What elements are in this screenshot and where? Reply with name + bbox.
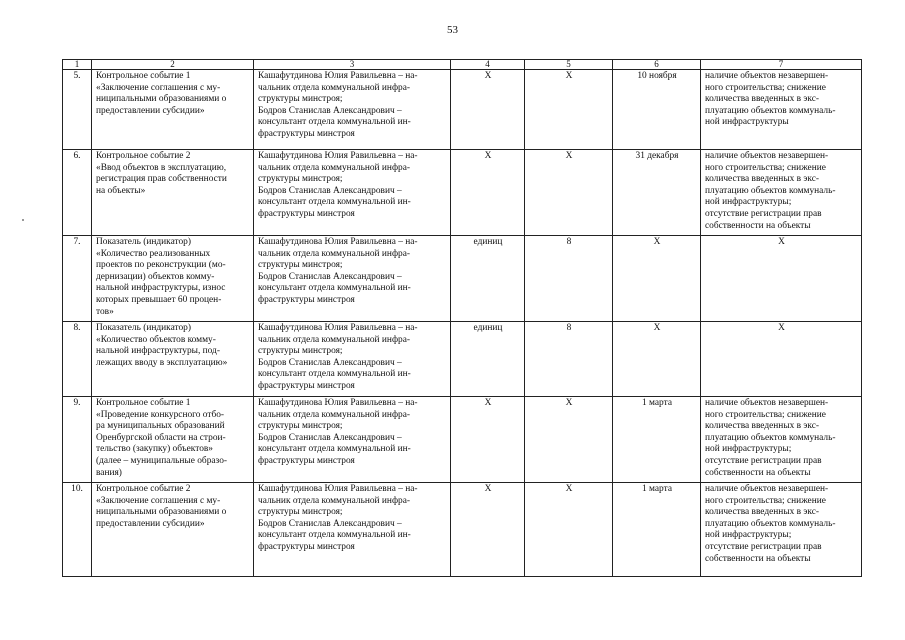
cell-line: «Количество реализованных — [96, 248, 211, 259]
cell-line: консультант отдела коммунальной ин- — [258, 369, 411, 380]
cell-line: Оренбургской области на строи- — [96, 432, 226, 443]
cell-line: чальник отдела коммунальной инфра- — [258, 82, 410, 93]
cell-line: ной инфраструктуры; — [705, 444, 792, 455]
cell-line: чальник отдела коммунальной инфра- — [258, 248, 410, 259]
cell-line: Бодров Станислав Александрович – — [258, 518, 402, 529]
cell-line: чальник отдела коммунальной инфра- — [258, 409, 410, 420]
cell-line: количества введенных в экс- — [705, 507, 820, 518]
value-cell: Х — [525, 397, 613, 483]
cell-line: фраструктуры минстроя — [258, 455, 355, 466]
cell-line: «Количество объектов комму- — [96, 334, 216, 345]
cell-line: консультант отдела коммунальной ин- — [258, 530, 411, 541]
value-cell: 8 — [525, 236, 613, 322]
cell-line: наличие объектов незавершен- — [705, 71, 829, 81]
cell-line: структуры минстроя; — [258, 174, 343, 185]
table-row — [63, 397, 862, 483]
cell-line: Кашафутдинова Юлия Равильевна – на- — [258, 71, 418, 81]
cell-line: плуатацию объектов коммуналь- — [705, 518, 836, 529]
cell-line: вания) — [96, 467, 122, 478]
cell-line: наличие объектов незавершен- — [705, 484, 829, 494]
event-name-cell — [92, 70, 254, 150]
cell-line: тельство (закупку) объектов» — [96, 444, 213, 455]
responsible-cell — [254, 483, 451, 577]
column-header: 1 — [63, 60, 92, 70]
cell-line: ниципальными образованиями о — [96, 507, 227, 518]
cell-line: Бодров Станислав Александрович – — [258, 357, 402, 368]
cell-line: собственности на объекты — [705, 553, 811, 564]
table-row — [63, 70, 862, 150]
table-row — [63, 150, 862, 236]
cell-line: «Проведение конкурсного отбо- — [96, 409, 225, 420]
cell-line: регистрация прав собственности — [96, 174, 227, 185]
date-cell: 1 марта — [613, 397, 701, 483]
page-number: 53 — [447, 24, 458, 36]
column-header: 6 — [613, 60, 701, 70]
responsible-cell — [254, 150, 451, 236]
cell-line: ного строительства; снижение — [705, 82, 826, 93]
cell-line: фраструктуры минстроя — [258, 380, 355, 391]
cell-line: Контрольное событие 1 — [96, 71, 191, 81]
date-cell: Х — [613, 322, 701, 397]
cell-line: количества введенных в экс- — [705, 421, 820, 432]
cell-line: (далее – муниципальные образо- — [96, 455, 227, 466]
cell-line: ной инфраструктуры; — [705, 197, 792, 208]
cell-line: чальник отдела коммунальной инфра- — [258, 334, 410, 345]
cell-line: на объекты» — [96, 185, 146, 196]
table-row — [63, 322, 862, 397]
cell-line: фраструктуры минстроя — [258, 541, 355, 552]
cell-line: лежащих вводу в эксплуатацию» — [96, 357, 228, 368]
cell-line: ной инфраструктуры — [705, 117, 789, 128]
cell-line: Бодров Станислав Александрович – — [258, 271, 402, 282]
cell-line: Кашафутдинова Юлия Равильевна – на- — [258, 237, 418, 247]
date-cell: 1 марта — [613, 483, 701, 577]
risks-cell — [701, 70, 862, 150]
cell-line: отсутствие регистрации прав — [705, 455, 822, 466]
cell-line: плуатацию объектов коммуналь- — [705, 432, 836, 443]
column-header: 4 — [451, 60, 525, 70]
cell-line: предоставлении субсидии» — [96, 518, 205, 529]
value-cell: Х — [525, 150, 613, 236]
cell-line: структуры минстроя; — [258, 421, 343, 432]
cell-line: структуры минстроя; — [258, 94, 343, 105]
cell-line: ра муниципальных образований — [96, 421, 225, 432]
risks-cell — [701, 322, 862, 397]
cell-line: которых превышает 60 процен- — [96, 294, 222, 305]
row-number-cell: 9. — [63, 397, 92, 483]
cell-line: «Ввод объектов в эксплуатацию, — [96, 162, 227, 173]
event-name-cell — [92, 150, 254, 236]
event-name-cell — [92, 397, 254, 483]
column-header: 5 — [525, 60, 613, 70]
cell-line: плуатацию объектов коммуналь- — [705, 185, 836, 196]
cell-line: Бодров Станислав Александрович – — [258, 432, 402, 443]
date-cell: 10 ноября — [613, 70, 701, 150]
cell-line: структуры минстроя; — [258, 346, 343, 357]
unit-cell: единиц — [451, 236, 525, 322]
cell-line: консультант отдела коммунальной ин- — [258, 117, 411, 128]
responsible-cell — [254, 322, 451, 397]
cell-line: Контрольное событие 2 — [96, 484, 191, 494]
cell-line: ного строительства; снижение — [705, 162, 826, 173]
cell-line: собственности на объекты — [705, 220, 811, 231]
cell-line: структуры минстроя; — [258, 507, 343, 518]
cell-line: консультант отдела коммунальной ин- — [258, 444, 411, 455]
cell-line: чальник отдела коммунальной инфра- — [258, 162, 410, 173]
plan-table — [62, 59, 862, 577]
column-header: 7 — [701, 60, 862, 70]
column-header: 2 — [92, 60, 254, 70]
cell-line: ного строительства; снижение — [705, 409, 826, 420]
cell-line: фраструктуры минстроя — [258, 294, 355, 305]
cell-line: количества введенных в экс- — [705, 174, 820, 185]
cell-line: плуатацию объектов коммуналь- — [705, 105, 836, 116]
row-number-cell: 8. — [63, 322, 92, 397]
row-number-cell: 5. — [63, 70, 92, 150]
cell-line: Показатель (индикатор) — [96, 323, 191, 333]
cell-line: Контрольное событие 2 — [96, 151, 191, 161]
cell-line: ной инфраструктуры; — [705, 530, 792, 541]
unit-cell: Х — [451, 483, 525, 577]
event-name-cell — [92, 236, 254, 322]
column-header-row — [63, 60, 862, 70]
cell-line: собственности на объекты — [705, 467, 811, 478]
cell-line: Кашафутдинова Юлия Равильевна – на- — [258, 151, 418, 161]
value-cell: Х — [525, 483, 613, 577]
cell-line: наличие объектов незавершен- — [705, 398, 829, 408]
cell-line: «Заключение соглашения с му- — [96, 82, 221, 93]
date-cell: 31 декабря — [613, 150, 701, 236]
cell-line: чальник отдела коммунальной инфра- — [258, 495, 410, 506]
row-number-cell: 7. — [63, 236, 92, 322]
unit-cell: Х — [451, 70, 525, 150]
table-row — [63, 483, 862, 577]
cell-line: ниципальными образованиями о — [96, 94, 227, 105]
cell-line: ного строительства; снижение — [705, 495, 826, 506]
value-cell: Х — [525, 70, 613, 150]
responsible-cell — [254, 397, 451, 483]
cell-line: проектов по реконструкции (мо- — [96, 260, 226, 271]
margin-mark — [22, 219, 24, 221]
cell-line: отсутствие регистрации прав — [705, 541, 822, 552]
unit-cell: единиц — [451, 322, 525, 397]
cell-line: нальной инфраструктуры, под- — [96, 346, 220, 357]
risks-cell — [701, 150, 862, 236]
value-cell: 8 — [525, 322, 613, 397]
row-number-cell: 6. — [63, 150, 92, 236]
cell-line: тов» — [96, 306, 114, 317]
cell-line: консультант отдела коммунальной ин- — [258, 197, 411, 208]
risks-cell — [701, 236, 862, 322]
table-row — [63, 236, 862, 322]
responsible-cell — [254, 236, 451, 322]
cell-line: «Заключение соглашения с му- — [96, 495, 221, 506]
cell-line: количества введенных в экс- — [705, 94, 820, 105]
cell-line: Х — [778, 323, 785, 333]
cell-line: фраструктуры минстроя — [258, 128, 355, 139]
cell-line: наличие объектов незавершен- — [705, 151, 829, 161]
column-header: 3 — [254, 60, 451, 70]
risks-cell — [701, 397, 862, 483]
cell-line: отсутствие регистрации прав — [705, 208, 822, 219]
cell-line: предоставлении субсидии» — [96, 105, 205, 116]
cell-line: Бодров Станислав Александрович – — [258, 185, 402, 196]
risks-cell — [701, 483, 862, 577]
cell-line: Показатель (индикатор) — [96, 237, 191, 247]
unit-cell: Х — [451, 397, 525, 483]
cell-line: Х — [778, 237, 785, 247]
cell-line: Контрольное событие 1 — [96, 398, 191, 408]
cell-line: Кашафутдинова Юлия Равильевна – на- — [258, 398, 418, 408]
responsible-cell — [254, 70, 451, 150]
unit-cell: Х — [451, 150, 525, 236]
cell-line: нальной инфраструктуры, износ — [96, 283, 226, 294]
cell-line: дернизации) объектов комму- — [96, 271, 215, 282]
row-number-cell: 10. — [63, 483, 92, 577]
cell-line: структуры минстроя; — [258, 260, 343, 271]
cell-line: фраструктуры минстроя — [258, 208, 355, 219]
cell-line: Бодров Станислав Александрович – — [258, 105, 402, 116]
event-name-cell — [92, 322, 254, 397]
cell-line: консультант отдела коммунальной ин- — [258, 283, 411, 294]
cell-line: Кашафутдинова Юлия Равильевна – на- — [258, 484, 418, 494]
date-cell: Х — [613, 236, 701, 322]
event-name-cell — [92, 483, 254, 577]
cell-line: Кашафутдинова Юлия Равильевна – на- — [258, 323, 418, 333]
